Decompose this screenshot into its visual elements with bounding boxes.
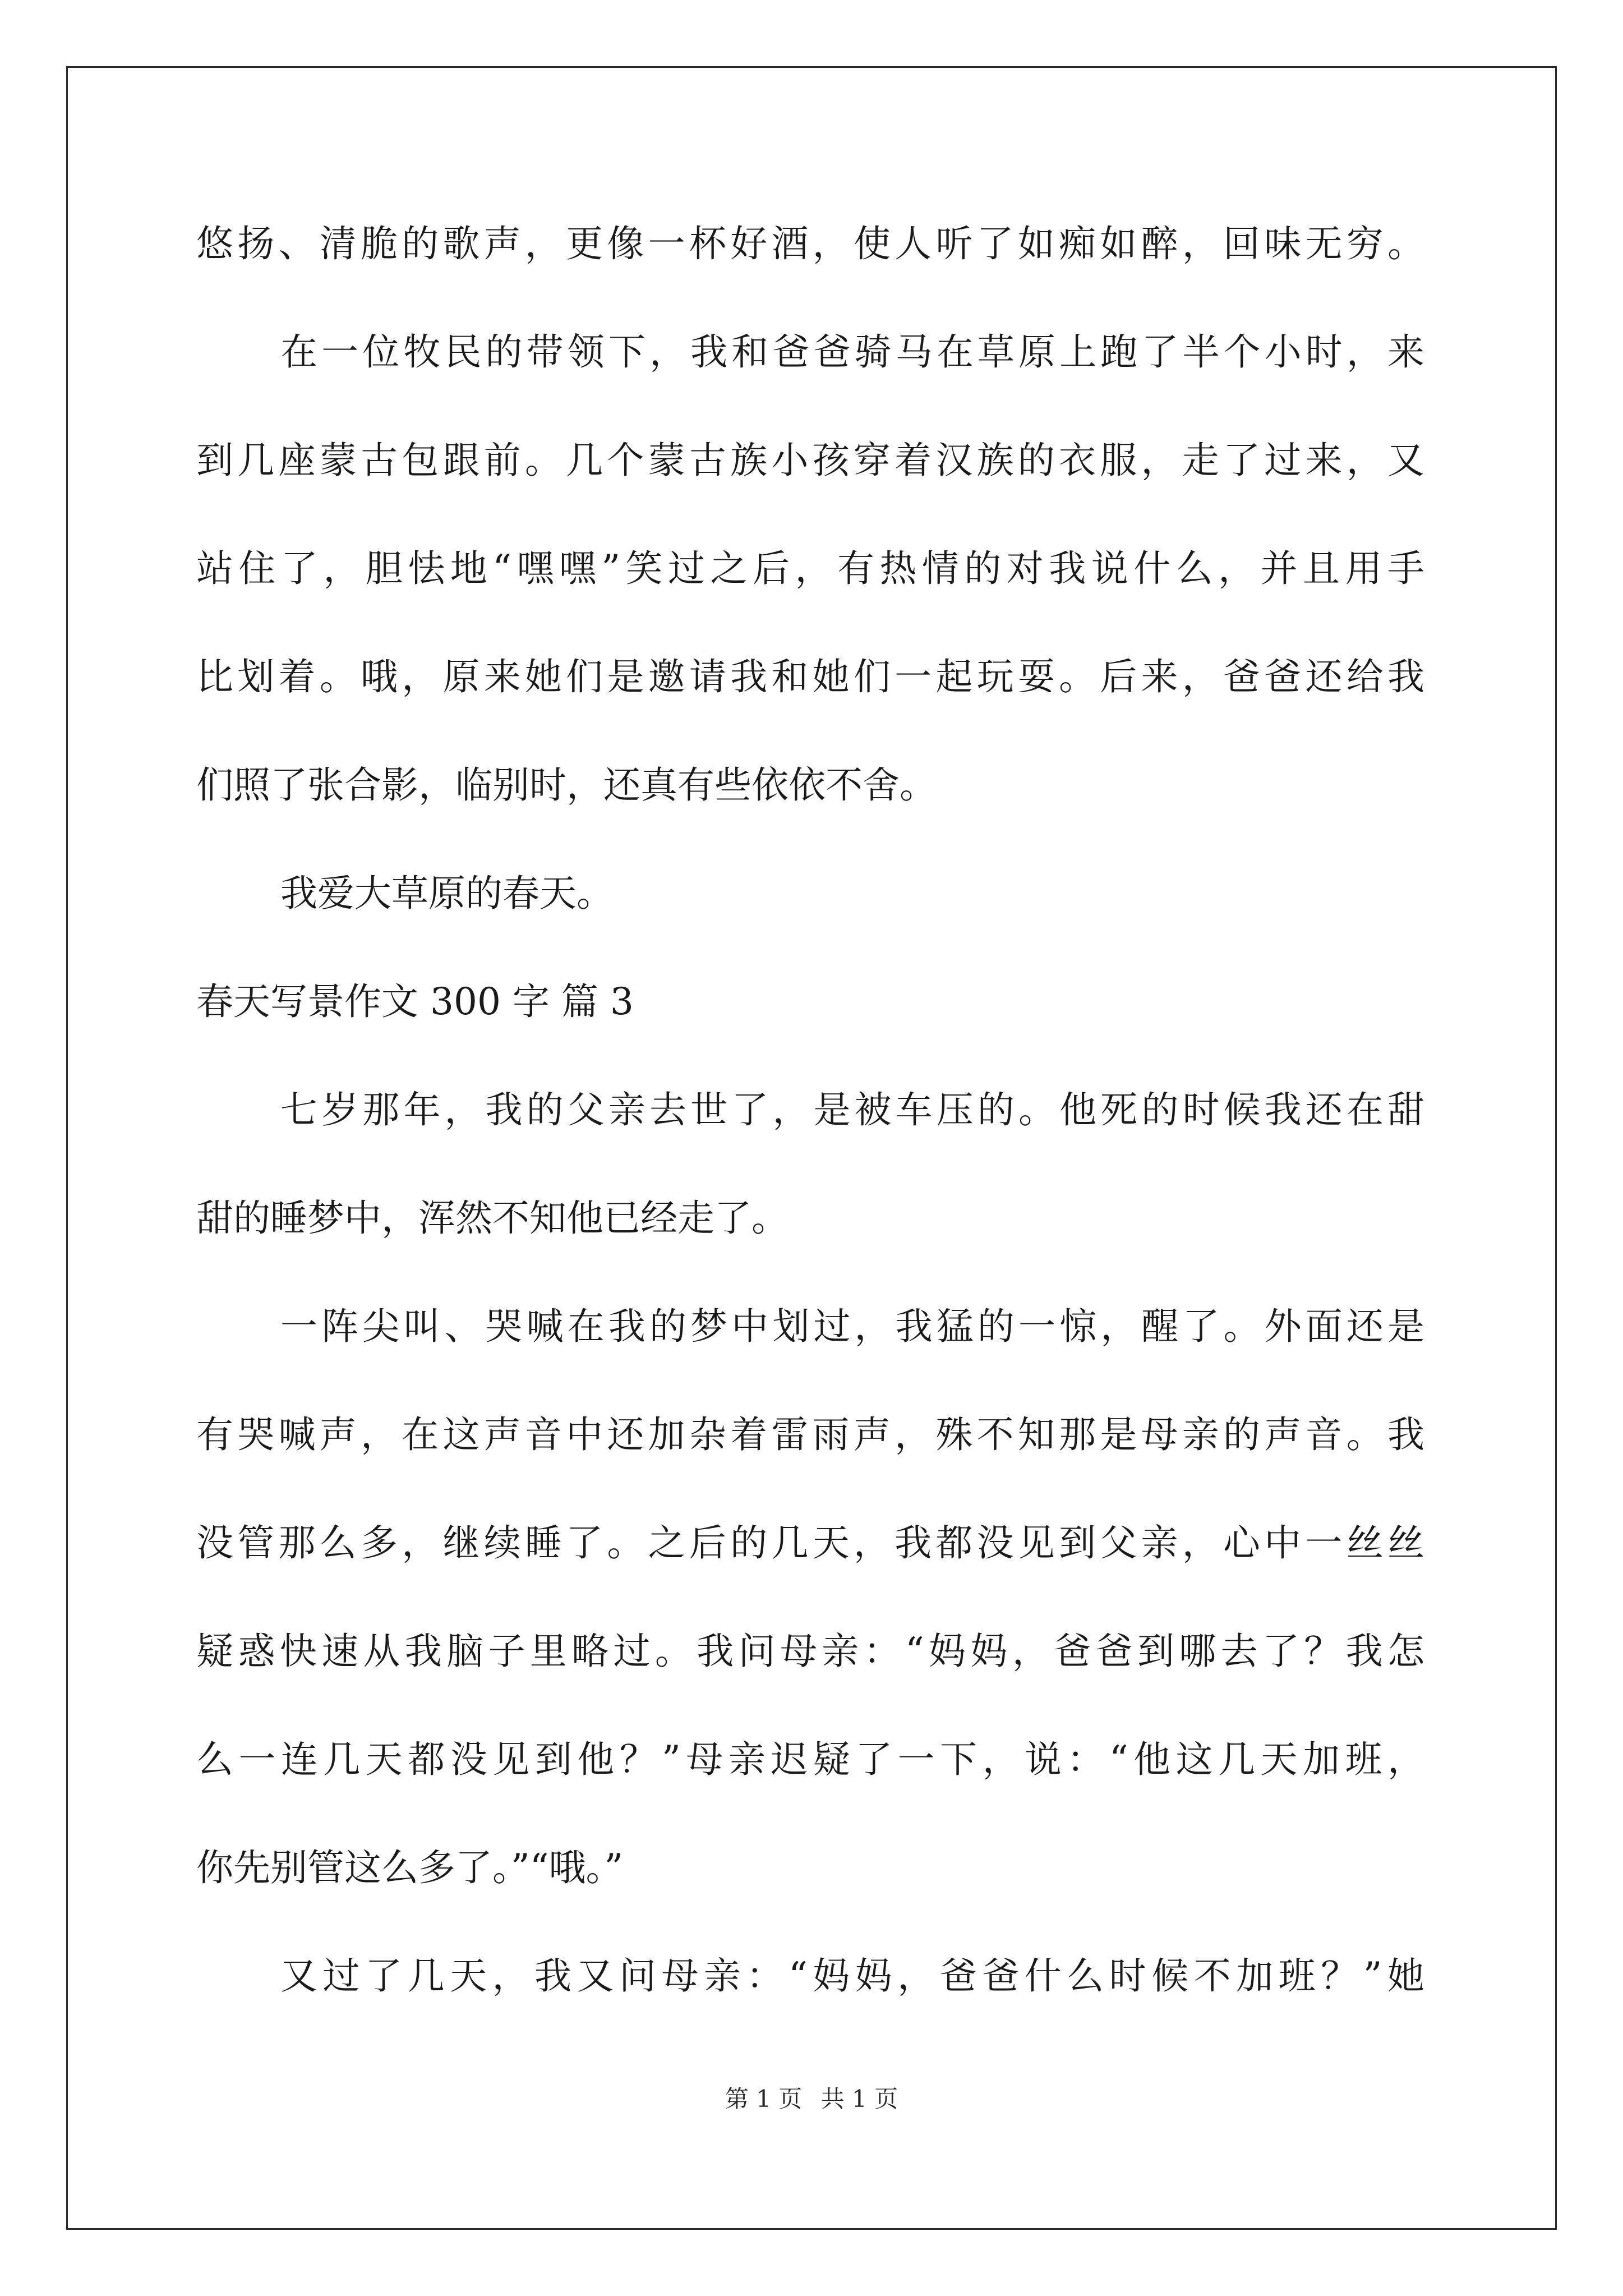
text-line: 我爱大草原的春天。 — [280, 872, 614, 915]
text-line: 有哭喊声，在这声音中还加杂着雷雨声，殊不知那是母亲的声音。我 — [196, 1413, 1424, 1456]
text-line: 在一位牧民的带领下，我和爸爸骑马在草原上跑了半个小时，来 — [280, 330, 1424, 374]
text-line: 又过了几天，我又问母亲：“妈妈，爸爸什么时候不加班？”她 — [280, 1954, 1424, 1998]
text-line: 七岁那年，我的父亲去世了，是被车压的。他死的时候我还在甜 — [280, 1088, 1424, 1131]
text-line: 悠扬、清脆的歌声，更像一杯好酒，使人听了如痴如醉，回味无穷。 — [196, 222, 1424, 265]
section-heading: 春天写景作文 300 字 篇 3 — [196, 980, 634, 1023]
text-line: 甜的睡梦中，浑然不知他已经走了。 — [196, 1197, 789, 1240]
text-line: 疑惑快速从我脑子里略过。我问母亲：“妈妈，爸爸到哪去了？我怎 — [196, 1630, 1424, 1673]
text-line: 到几座蒙古包跟前。几个蒙古族小孩穿着汉族的衣服，走了过来，又 — [196, 439, 1424, 482]
text-line: 站住了，胆怯地“嘿嘿”笑过之后，有热情的对我说什么，并且用手 — [196, 547, 1424, 590]
text-line: 没管那么多，继续睡了。之后的几天，我都没见到父亲，心中一丝丝 — [196, 1521, 1424, 1565]
text-line: 们照了张合影，临别时，还真有些依依不舍。 — [196, 763, 937, 807]
text-line: 一阵尖叫、哭喊在我的梦中划过，我猛的一惊，醒了。外面还是 — [280, 1305, 1424, 1348]
text-line: 么一连几天都没见到他？”母亲迟疑了一下，说：“他这几天加班， — [196, 1738, 1424, 1781]
page-border — [66, 66, 1557, 2230]
total-page-count: 共 1 页 — [820, 2085, 898, 2113]
text-line: 你先别管这么多了。”“哦。” — [196, 1846, 624, 1889]
page-footer — [0, 2082, 1623, 2116]
current-page-number: 第 1 页 — [725, 2085, 803, 2113]
text-line: 比划着。哦，原来她们是邀请我和她们一起玩耍。后来，爸爸还给我 — [196, 655, 1424, 698]
